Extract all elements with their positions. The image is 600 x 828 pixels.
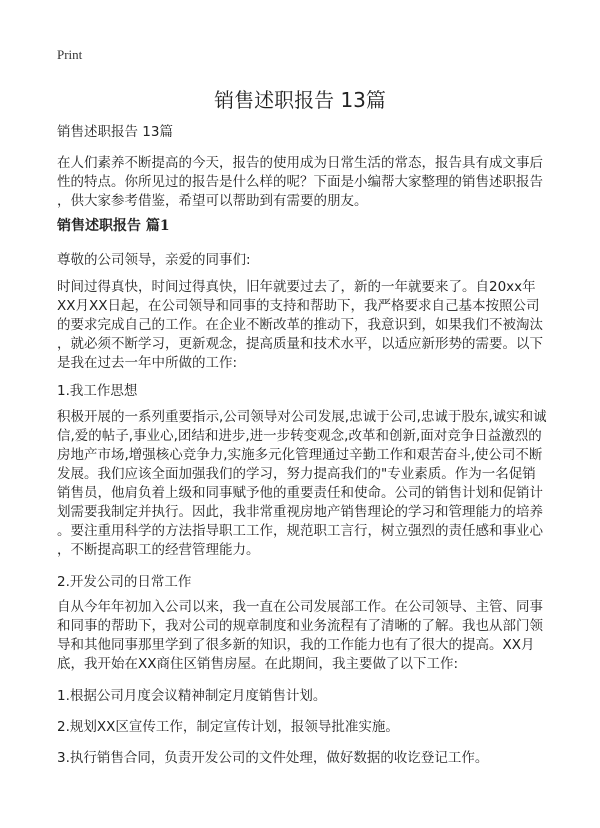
text-line: 划需要我制定并执行。因此，我非常重视房地产销售理论的学习和管理能力的培养	[57, 504, 543, 520]
text-line: 是我在过去一年中所做的工作:	[57, 355, 238, 371]
paragraph-2	[57, 408, 547, 560]
text-line: 发展。我们应该全面加强我们的学习，努力提高我们的"专业素质。作为一名促销	[57, 466, 536, 482]
text-line: 和同事的帮助下，我对公司的规章制度和业务流程有了清晰的了解。我也从部门领	[57, 618, 543, 634]
text-line: 底，我开始在XX商住区销售房屋。在此期间，我主要做了以下工作:	[57, 656, 459, 672]
print-link[interactable]: Print	[57, 47, 83, 62]
page-title: 销售述职报告 13篇	[214, 88, 386, 112]
text-line: 自从今年年初加入公司以来，我一直在公司发展部工作。在公司领导、主管、同事	[57, 599, 543, 615]
text-line: 在人们素养不断提高的今天，报告的使用成为日常生活的常态，报告具有成文事后	[57, 155, 543, 171]
text-line: 的要求完成自己的工作。在企业不断改革的推动下，我意识到，如果我们不被淘汰	[57, 317, 543, 333]
text-line: XX月XX日起，在公司领导和同事的支持和帮助下，我严格要求自己基本按照公司	[57, 298, 540, 314]
text-line: 。要注重用科学的方法指导职工工作，规范职工言行，树立强烈的责任感和事业心	[57, 523, 543, 539]
greeting: 尊敬的公司领导，亲爱的同事们:	[57, 252, 251, 268]
text-line: 房地产市场,增强核心竞争力,实施多元化管理通过辛勤工作和艰苦奋斗,使公司不断	[57, 447, 543, 463]
text-line: 积极开展的一系列重要指示,公司领导对公司发展,忠诚于公司,忠诚于股东,诚实和诚	[57, 409, 547, 425]
section-heading: 销售述职报告 篇1	[57, 218, 170, 234]
paragraph-1	[57, 278, 543, 373]
text-line: ，不断提高职工的经营管理能力。	[57, 542, 260, 558]
text-line: ，供大家参考借鉴，希望可以帮助到有需要的朋友。	[57, 193, 368, 209]
document-subtitle: 销售述职报告 13篇	[57, 124, 173, 140]
list-item: 3.执行销售合同，负责开发公司的文件处理，做好数据的收讫登记工作。	[57, 750, 489, 766]
intro-paragraph	[57, 154, 543, 211]
list-item: 1.根据公司月度会议精神制定月度销售计划。	[57, 688, 327, 704]
text-line: 时间过得真快，时间过得真快，旧年就要过去了，新的一年就要来了。自20xx年	[57, 279, 536, 295]
text-line: 性的特点。你所见过的报告是什么样的呢？下面是小编帮大家整理的销售述职报告	[57, 174, 543, 190]
text-line: 信,爱的帖子,事业心,团结和进步,进一步转变观念,改革和创新,面对竞争日益激烈的	[57, 428, 542, 444]
list-item: 2.规划XX区宣传工作，制定宣传计划，报领导批准实施。	[57, 719, 399, 735]
text-line: ，就必须不断学习，更新观念，提高质量和技术水平，以适应新形势的需要。以下	[57, 336, 543, 352]
text-line: 导和其他同事那里学到了很多新的知识，我的工作能力也有了很大的提高。XX月	[57, 637, 535, 653]
paragraph-3	[57, 598, 543, 674]
text-line: 销售员，他肩负着上级和同事赋予他的重要责任和使命。公司的销售计划和促销计	[57, 485, 543, 501]
subheading-2: 2.开发公司的日常工作	[57, 574, 192, 590]
subheading-1: 1.我工作思想	[57, 383, 138, 399]
